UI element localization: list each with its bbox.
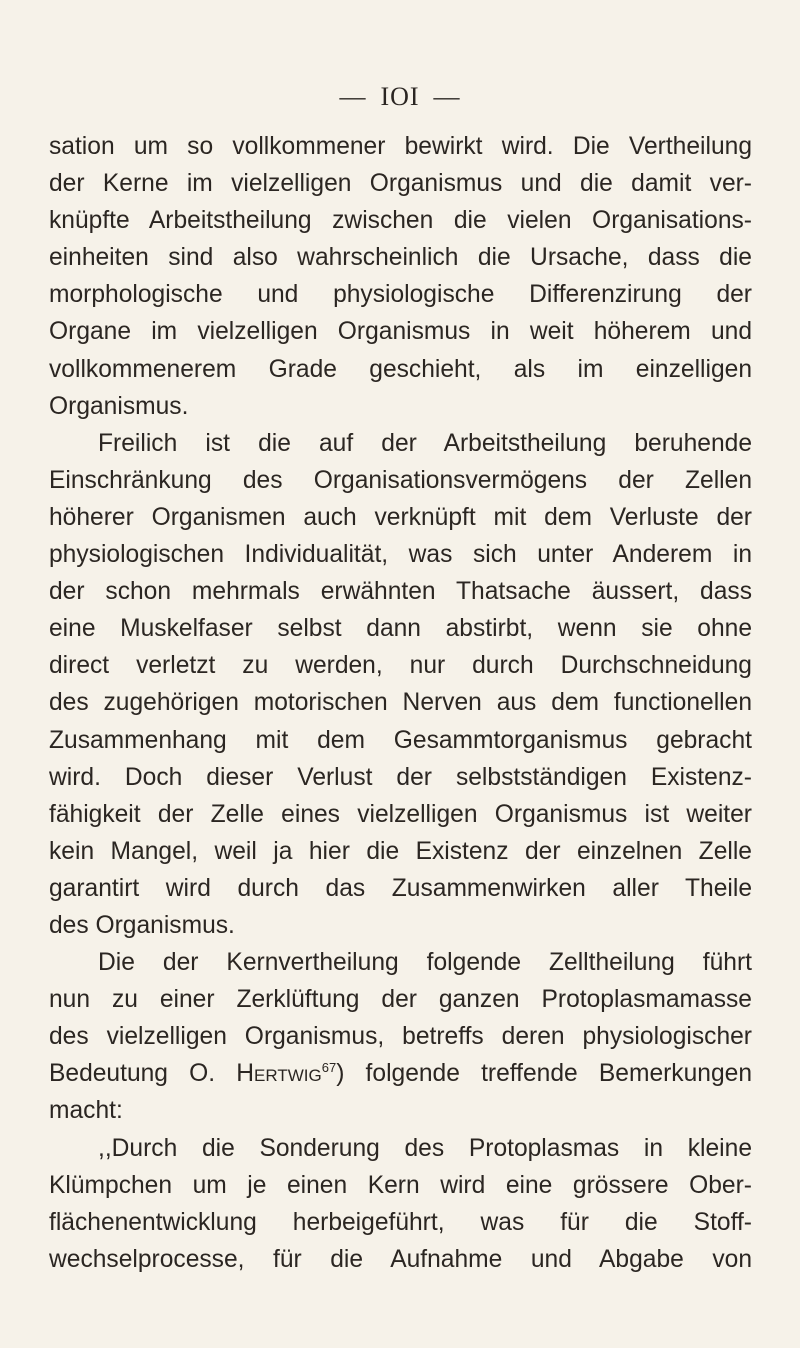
text-fragment: Bedeutung O. [49, 1060, 237, 1088]
text-line: fähigkeit der Zelle eines vielzelligen Organismus ist weiter [49, 800, 752, 828]
text-line: knüpfte Arbeitstheilung zwischen die vielen Organisations- [49, 207, 752, 235]
page-header [0, 82, 800, 112]
page-number: IOI [380, 82, 420, 111]
text-line: morphologische und physiologische Differenzirung der [49, 281, 752, 309]
text-fragment: ) folgende treffende Bemerkungen [336, 1060, 752, 1088]
text-line: garantirt wird durch das Zusammenwirken aller Theile [49, 874, 752, 902]
text-line: Organismus. [49, 392, 189, 420]
text-line: Einschränkung des Organisationsvermögens der Zellen [49, 466, 752, 494]
text-line: Klümpchen um je einen Kern wird eine grössere Ober- [49, 1171, 752, 1199]
author-name: Hertwig [236, 1060, 322, 1088]
text-line: kein Mangel, weil ja hier die Existenz der einzelnen Zelle [49, 837, 752, 865]
text-line: sation um so vollkommener bewirkt wird. Die Vertheilung [49, 133, 752, 160]
text-line: wechselprocesse, für die Aufnahme und Abgabe von [49, 1245, 752, 1273]
footnote-ref: 67 [321, 1060, 337, 1076]
text-line: flächenentwicklung herbeigeführt, was für die Stoff- [49, 1208, 752, 1236]
text-line: einheiten sind also wahrscheinlich die Ursache, dass die [49, 244, 752, 272]
text-line: ,,Durch die Sonderung des Protoplasmas in kleine [98, 1134, 752, 1162]
text-line: eine Muskelfaser selbst dann abstirbt, wenn sie ohne [49, 615, 752, 643]
header-dash-left: — [339, 82, 367, 111]
header-dash-right: — [433, 82, 461, 111]
body-text [49, 128, 752, 1278]
text-line: vollkommenerem Grade geschieht, als im einzelligen [49, 355, 752, 383]
text-line: Zusammenhang mit dem Gesammtorganismus gebracht [49, 726, 752, 754]
text-line: direct verletzt zu werden, nur durch Durchschneidung [49, 652, 752, 680]
text-line: des Organismus. [49, 911, 235, 939]
text-line: des vielzelligen Organismus, betreffs deren physiologischer [49, 1023, 752, 1051]
text-line: Organe im vielzelligen Organismus in weit höherem und [49, 318, 752, 346]
text-line: wird. Doch dieser Verlust der selbstständigen Existenz- [49, 763, 752, 791]
text-line: nun zu einer Zerklüftung der ganzen Protoplasmamasse [49, 986, 752, 1014]
text-line-hertwig [49, 1055, 752, 1092]
text-line: Die der Kernvertheilung folgende Zelltheilung führt [98, 949, 752, 977]
text-line: physiologischen Individualität, was sich unter Anderem in [49, 541, 752, 569]
text-line: macht: [49, 1097, 123, 1125]
text-line: der schon mehrmals erwähnten Thatsache äussert, dass [49, 578, 752, 606]
text-line: Freilich ist die auf der Arbeitstheilung beruhende [98, 429, 752, 457]
text-line: der Kerne im vielzelligen Organismus und die damit ver- [49, 170, 752, 198]
text-line: des zugehörigen motorischen Nerven aus dem functionellen [49, 689, 752, 717]
text-line: höherer Organismen auch verknüpft mit dem Verluste der [49, 503, 752, 531]
